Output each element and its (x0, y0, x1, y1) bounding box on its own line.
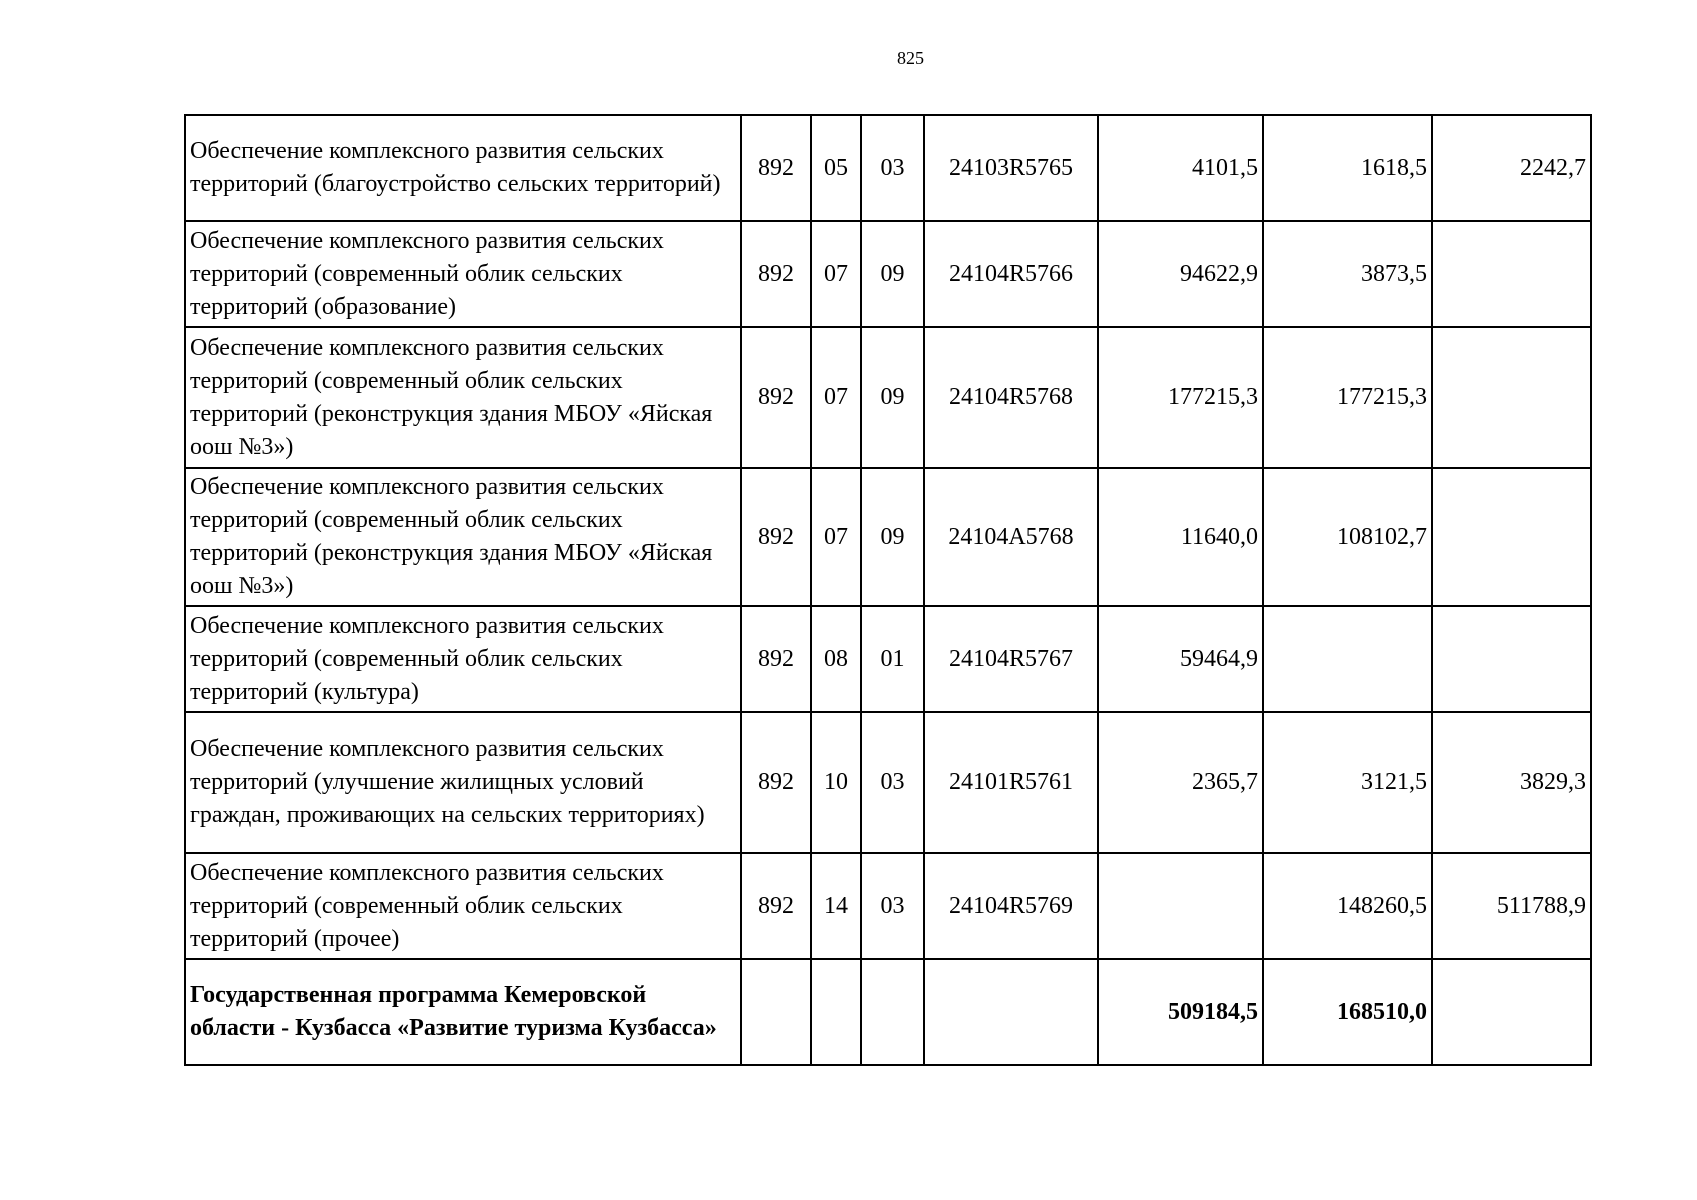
amount-col-2 (1263, 606, 1432, 712)
subsection-code: 03 (861, 115, 924, 221)
row-name: Обеспечение комплексного развития сельских территорий (современный облик сельских территорий (прочее) (185, 853, 741, 959)
row-name: Обеспечение комплексного развития сельских территорий (улучшение жилищных условий граждан, проживающих на сельских территориях) (185, 712, 741, 853)
total-amount-col-1: 509184,5 (1098, 959, 1263, 1065)
admin-code: 892 (741, 221, 811, 327)
subsection-code: 09 (861, 327, 924, 468)
amount-col-1: 4101,5 (1098, 115, 1263, 221)
admin-code: 892 (741, 327, 811, 468)
target-article-code: 24103R5765 (924, 115, 1098, 221)
amount-col-3 (1432, 327, 1591, 468)
subsection-code: 03 (861, 853, 924, 959)
admin-code: 892 (741, 712, 811, 853)
target-article-code: 24104R5769 (924, 853, 1098, 959)
row-name: Обеспечение комплексного развития сельских территорий (современный облик сельских территорий (реконструкция здания МБОУ «Яйская оош №3») (185, 468, 741, 606)
amount-col-1: 177215,3 (1098, 327, 1263, 468)
amount-col-1 (1098, 853, 1263, 959)
amount-col-2: 3121,5 (1263, 712, 1432, 853)
amount-col-3 (1432, 468, 1591, 606)
amount-col-2: 3873,5 (1263, 221, 1432, 327)
section-code: 14 (811, 853, 861, 959)
amount-col-2: 177215,3 (1263, 327, 1432, 468)
table-row (185, 115, 1591, 221)
table-row (185, 712, 1591, 853)
amount-col-3: 511788,9 (1432, 853, 1591, 959)
section-code: 07 (811, 327, 861, 468)
table-row (185, 221, 1591, 327)
amount-col-2: 148260,5 (1263, 853, 1432, 959)
section-code: 07 (811, 468, 861, 606)
budget-table (184, 114, 1592, 1066)
table-row-total (185, 959, 1591, 1065)
amount-col-1: 94622,9 (1098, 221, 1263, 327)
target-article-code: 24101R5761 (924, 712, 1098, 853)
amount-col-1: 2365,7 (1098, 712, 1263, 853)
section-code: 08 (811, 606, 861, 712)
amount-col-3: 3829,3 (1432, 712, 1591, 853)
total-amount-col-2: 168510,0 (1263, 959, 1432, 1065)
subsection-code: 01 (861, 606, 924, 712)
target-article-code: 24104R5766 (924, 221, 1098, 327)
target-article-code: 24104R5767 (924, 606, 1098, 712)
table-row (185, 468, 1591, 606)
table-row (185, 327, 1591, 468)
total-amount-col-3 (1432, 959, 1591, 1065)
admin-code: 892 (741, 606, 811, 712)
amount-col-2: 108102,7 (1263, 468, 1432, 606)
amount-col-3 (1432, 606, 1591, 712)
target-article-code (924, 959, 1098, 1065)
admin-code (741, 959, 811, 1065)
total-name: Государственная программа Кемеровской области - Кузбасса «Развитие туризма Кузбасса» (185, 959, 741, 1065)
amount-col-2: 1618,5 (1263, 115, 1432, 221)
subsection-code: 09 (861, 468, 924, 606)
section-code (811, 959, 861, 1065)
target-article-code: 24104A5768 (924, 468, 1098, 606)
amount-col-1: 11640,0 (1098, 468, 1263, 606)
section-code: 05 (811, 115, 861, 221)
subsection-code: 03 (861, 712, 924, 853)
table-row (185, 853, 1591, 959)
amount-col-1: 59464,9 (1098, 606, 1263, 712)
amount-col-3: 2242,7 (1432, 115, 1591, 221)
admin-code: 892 (741, 115, 811, 221)
section-code: 10 (811, 712, 861, 853)
amount-col-3 (1432, 221, 1591, 327)
target-article-code: 24104R5768 (924, 327, 1098, 468)
admin-code: 892 (741, 468, 811, 606)
row-name: Обеспечение комплексного развития сельских территорий (современный облик сельских территорий (образование) (185, 221, 741, 327)
admin-code: 892 (741, 853, 811, 959)
row-name: Обеспечение комплексного развития сельских территорий (благоустройство сельских территорий) (185, 115, 741, 221)
subsection-code (861, 959, 924, 1065)
row-name: Обеспечение комплексного развития сельских территорий (современный облик сельских территорий (реконструкция здания МБОУ «Яйская оош №3») (185, 327, 741, 468)
table-row (185, 606, 1591, 712)
subsection-code: 09 (861, 221, 924, 327)
section-code: 07 (811, 221, 861, 327)
row-name: Обеспечение комплексного развития сельских территорий (современный облик сельских территорий (культура) (185, 606, 741, 712)
page-number: 825 (897, 48, 924, 68)
